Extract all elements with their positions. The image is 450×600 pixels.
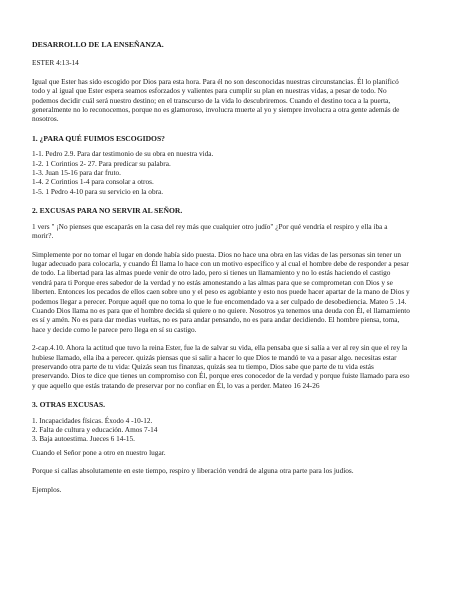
document-title: DESARROLLO DE LA ENSEÑANZA. [32,40,164,49]
list-item: 1-3. Juan 15-16 para dar fruto. [32,168,121,178]
section-3-list [32,416,410,444]
section-1-heading: 1. ¿PARA QUÉ FUIMOS ESCOGIDOS? [32,133,165,143]
list-item: 1-2. 1 Corintios 2- 27. Para predicar su palabra. [32,158,171,168]
section-3-line-3: Ejemplos. [32,484,62,494]
section-3-line-2: Porque si callas absolutamente en este tiempo, respiro y liberación vendrá de alguna otra parte para los judíos. [32,466,354,476]
section-2-paragraph-2: 2-cap.4.10. Ahora la actitud que tuvo la reina Ester, fue la de salvar su vida, ella pensaba que si salía a ver al rey sin que el rey la hubiese llamado, ella iba a perecer. quizás piensas que si salir a hacer lo que Dios te mandó te va a pasar algo. necesitas estar preservando otra parte de tu vida: Quizás sean tus finanzas, quizás sea tu tiempo, Dios sabe que parte de tu vida estás preservando. Dios te dice que tienes un compromiso con Él, porque eres conocedor de la verdad y porque fuiste llamado para eso y que aquello que estás tratando de preservar por no confiar en Él, lo vas a perder. Mateo 16 24-26 [32,343,410,390]
list-item: 1. Incapacidades físicas. Éxodo 4 -10-12. [32,415,153,425]
section-2-paragraph-1: Simplemente por no tomar el lugar en donde había sido puesta. Dios no hace una obra en las vidas de las personas sin tener un lugar adecuado para colocarla, y cuando Él llama lo hace con un motivo específico y al cual el hombre debe de responder a pesar de todo. La libertad para las almas puede venir de otro lado, pero si tienes un llamamiento y no lo estás haciendo el castigo vendrá para ti Porque eres sabedor de la verdad y no estás amonestando a las almas para que se comprometan con Dios y se liberten. Entonces los pecados de ellos caen sobre uno y el peso es agobiante y esto nos puede hacer apartar de la mano de Dios y podemos llegar a perecer. Porque aquél que no toma lo que le fue encomendado va a ser culpado de desobediencia. Mateo 5 .14. Cuando Dios llama no es para que el hombre decida si quiere o no quiere. Nosotros ya tenemos una deuda con Él, el llamamiento es sí y amén. No es para dar medias vueltas, no es para andar pensando, no es para andar decidiendo. El hombre piensa, toma, hace y decide como le parece pero llega en sí su castigo. [32,249,410,334]
section-2-quote: 1 vers " ¡No pienses que escaparás en la casa del rey más que cualquier otro judío" ¿Por qué vendría el respiro y ella iba a morir?. [32,221,388,241]
section-2-heading: 2. EXCUSAS PARA NO SERVIR AL SEÑOR. [32,206,183,216]
scripture-reference: ESTER 4:13-14 [32,58,79,68]
list-item: 1-5. 1 Pedro 4-10 para su servicio en la obra. [32,186,164,196]
list-item: 3. Baja autoestima. Jueces 6 14-15. [32,434,135,444]
section-3-line-1: Cuando el Señor pone a otro en nuestro lugar. [32,447,166,457]
section-1-list [32,149,410,196]
list-item: 1-4. 2 Corintios 1-4 para consolar a otros. [32,177,154,187]
list-item: 2. Falta de cultura y educación. Amos 7-14 [32,425,158,434]
list-item: 1-1. Pedro 2.9. Para dar testimonio de su obra en nuestra vida. [32,149,214,159]
intro-paragraph: Igual que Ester has sido escogido por Dios para esta hora. Para él no son desconocidas nuestras circunstancias. Él lo planificó todo y al igual que Ester espera seamos esforzados y valientes para cumplir su plan en nuestras vidas, a pesar de todo. No podemos decidir cuál será nuestro destino; en el transcurso de la vida lo descubriremos. Cuando el destino toca a la puerta, generalmente no lo reconocemos, porque no es glamoroso, involucra muerte al yo y siempre involucra a otra gente además de nosotros. [32,76,400,124]
section-3-heading: 3. OTRAS EXCUSAS. [32,400,106,410]
